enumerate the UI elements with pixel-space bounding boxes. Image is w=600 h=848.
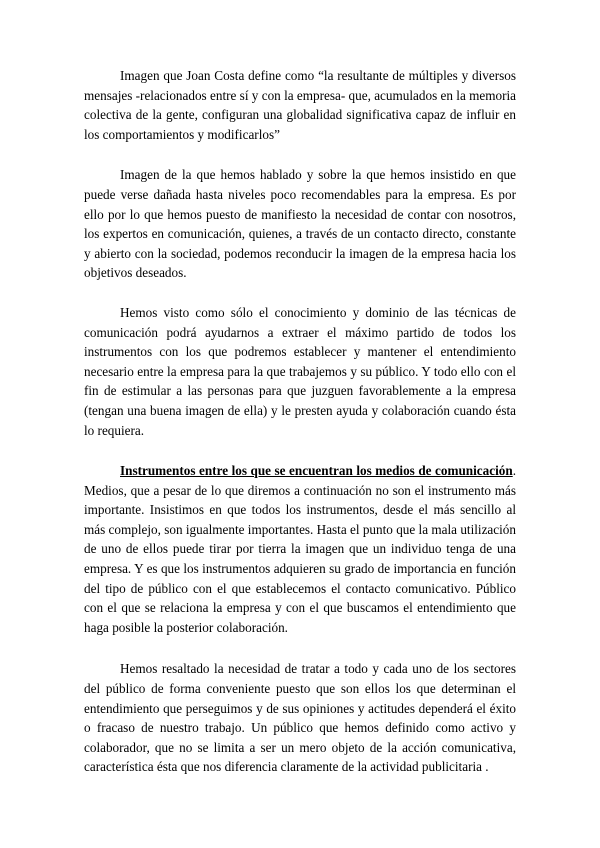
paragraph-text: Hemos visto como sólo el conocimiento y dominio de las técnicas de comunicación podrá ayudarnos a extraer el máximo partido de todos los instrumentos con los que podremos establecer y mantener el entendimiento necesario entre la empresa para la que trabajemos y su público. Y todo ello con el fin de estimular a las personas para que juzguen favorablemente a la empresa (tengan una buena imagen de ella) y le presten ayuda y colaboración cuando ésta lo requiera. bbox=[84, 304, 516, 438]
paragraph-text: Imagen de la que hemos hablado y sobre la que hemos insistido en que puede verse dañada hasta niveles poco recomendables para la empresa. Es por ello por lo que hemos puesto de manifiesto la necesidad de contar con nosotros, los expertos en comunicación, quienes, a través de un contacto directo, constante y abierto con la sociedad, podemos reconducir la imagen de la empresa hacia los objetivos deseados. bbox=[84, 167, 516, 281]
paragraph-communication-techniques bbox=[84, 303, 516, 440]
document-page bbox=[84, 66, 516, 777]
paragraph-instruments bbox=[84, 461, 516, 637]
section-heading: Instrumentos entre los que se encuentran los medios de comunicación bbox=[120, 463, 513, 479]
paragraph-public-sectors bbox=[84, 659, 516, 777]
paragraph-text: . Medios, que a pesar de lo que diremos a continuación no son el instrumento más importante. Insistimos en que todos los instrumentos, desde el más sencillo al más complejo, son igualmente importantes. Hasta el punto que la mala utilización de uno de ellos puede tirar por tierra la imagen que un individuo tenga de una empresa. Y es que los instrumentos adquieren su grado de importancia en función del tipo de público con el que establecemos el contacto comunicativo. Público con el que se relaciona la empresa y con el que buscamos el entendimiento que haga posible la posterior colaboración. bbox=[84, 463, 516, 635]
paragraph-joan-costa-quote bbox=[84, 66, 516, 144]
paragraph-damaged-image bbox=[84, 165, 516, 283]
paragraph-text: Hemos resaltado la necesidad de tratar a todo y cada uno de los sectores del público de forma conveniente puesto que son ellos los que determinan el entendimiento que perseguimos y de sus opiniones y actitudes dependerá el éxito o fracaso de nuestro trabajo. Un público que hemos definido como activo y colaborador, que no se limita a ser un mero objeto de la acción comunicativa, característica ésta que nos diferencia claramente de la actividad publicitaria . bbox=[84, 661, 516, 775]
paragraph-text: Imagen que Joan Costa define como “la resultante de múltiples y diversos mensajes -relacionados entre sí y con la empresa- que, acumulados en la memoria colectiva de la gente, configuran una globalidad significativa capaz de influir en los comportamientos y modificarlos” bbox=[84, 68, 516, 142]
